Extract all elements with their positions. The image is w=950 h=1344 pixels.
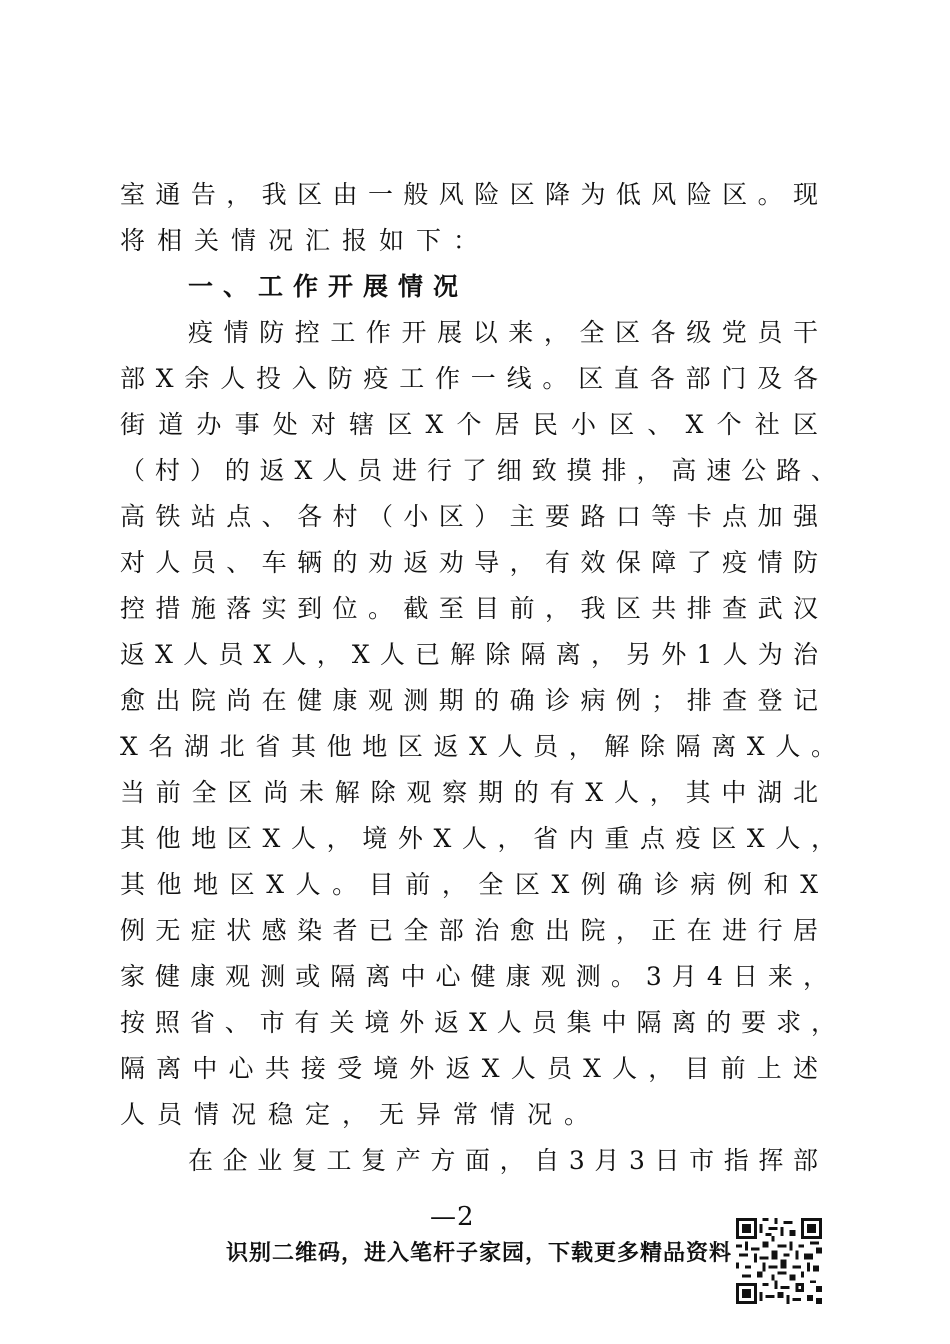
- body-line: 控措施落实到位。截至目前，我区共排查武汉: [120, 594, 820, 623]
- body-line: 对人员、车辆的劝返劝导，有效保障了疫情防: [120, 548, 820, 577]
- body-line: 隔离中心共接受境外返X人员X人，目前上述: [120, 1054, 820, 1083]
- body-line: 室通告，我区由一般风险区降为低风险区。现: [120, 180, 820, 209]
- body-line: 按照省、市有关境外返X人员集中隔离的要求，: [120, 1008, 838, 1037]
- body-line: 部X余人投入防疫工作一线。区直各部门及各: [120, 364, 820, 393]
- body-line: 在企业复工复产方面，自3月3日市指挥部: [188, 1146, 820, 1175]
- body-line: 其他地区X人。目前，全区X例确诊病例和X: [120, 870, 820, 899]
- body-line: 人员情况稳定，无异常情况。: [120, 1100, 602, 1129]
- body-line: 愈出院尚在健康观测期的确诊病例；排查登记: [120, 686, 820, 715]
- body-line: 疫情防控工作开展以来，全区各级党员干: [188, 318, 820, 347]
- body-line: 当前全区尚未解除观察期的有X人，其中湖北: [120, 778, 820, 807]
- section-heading: 一、工作开展情况: [188, 272, 469, 301]
- body-line: 家健康观测或隔离中心健康观测。3月4日来，: [120, 962, 830, 991]
- body-line: （村）的返X人员进行了细致摸排，高速公路、: [120, 456, 838, 485]
- body-line: 其他地区X人，境外X人，省内重点疫区X人，: [120, 824, 838, 853]
- page-number: —2: [430, 1202, 475, 1232]
- body-line: 高铁站点、各村（小区）主要路口等卡点加强: [120, 502, 820, 531]
- body-line: 将相关情况汇报如下：: [120, 226, 491, 255]
- body-line: X名湖北省其他地区返X人员，解除隔离X人。: [120, 732, 838, 761]
- body-line: 返X人员X人，X人已解除隔离，另外1人为治: [120, 640, 820, 669]
- footer-banner: 识别二维码，进入笔杆子家园，下载更多精品资料: [226, 1240, 733, 1266]
- body-line: 例无症状感染者已全部治愈出院，正在进行居: [120, 916, 820, 945]
- body-line: 街道办事处对辖区X个居民小区、X个社区: [120, 410, 820, 439]
- qr-code-icon[interactable]: [736, 1218, 822, 1304]
